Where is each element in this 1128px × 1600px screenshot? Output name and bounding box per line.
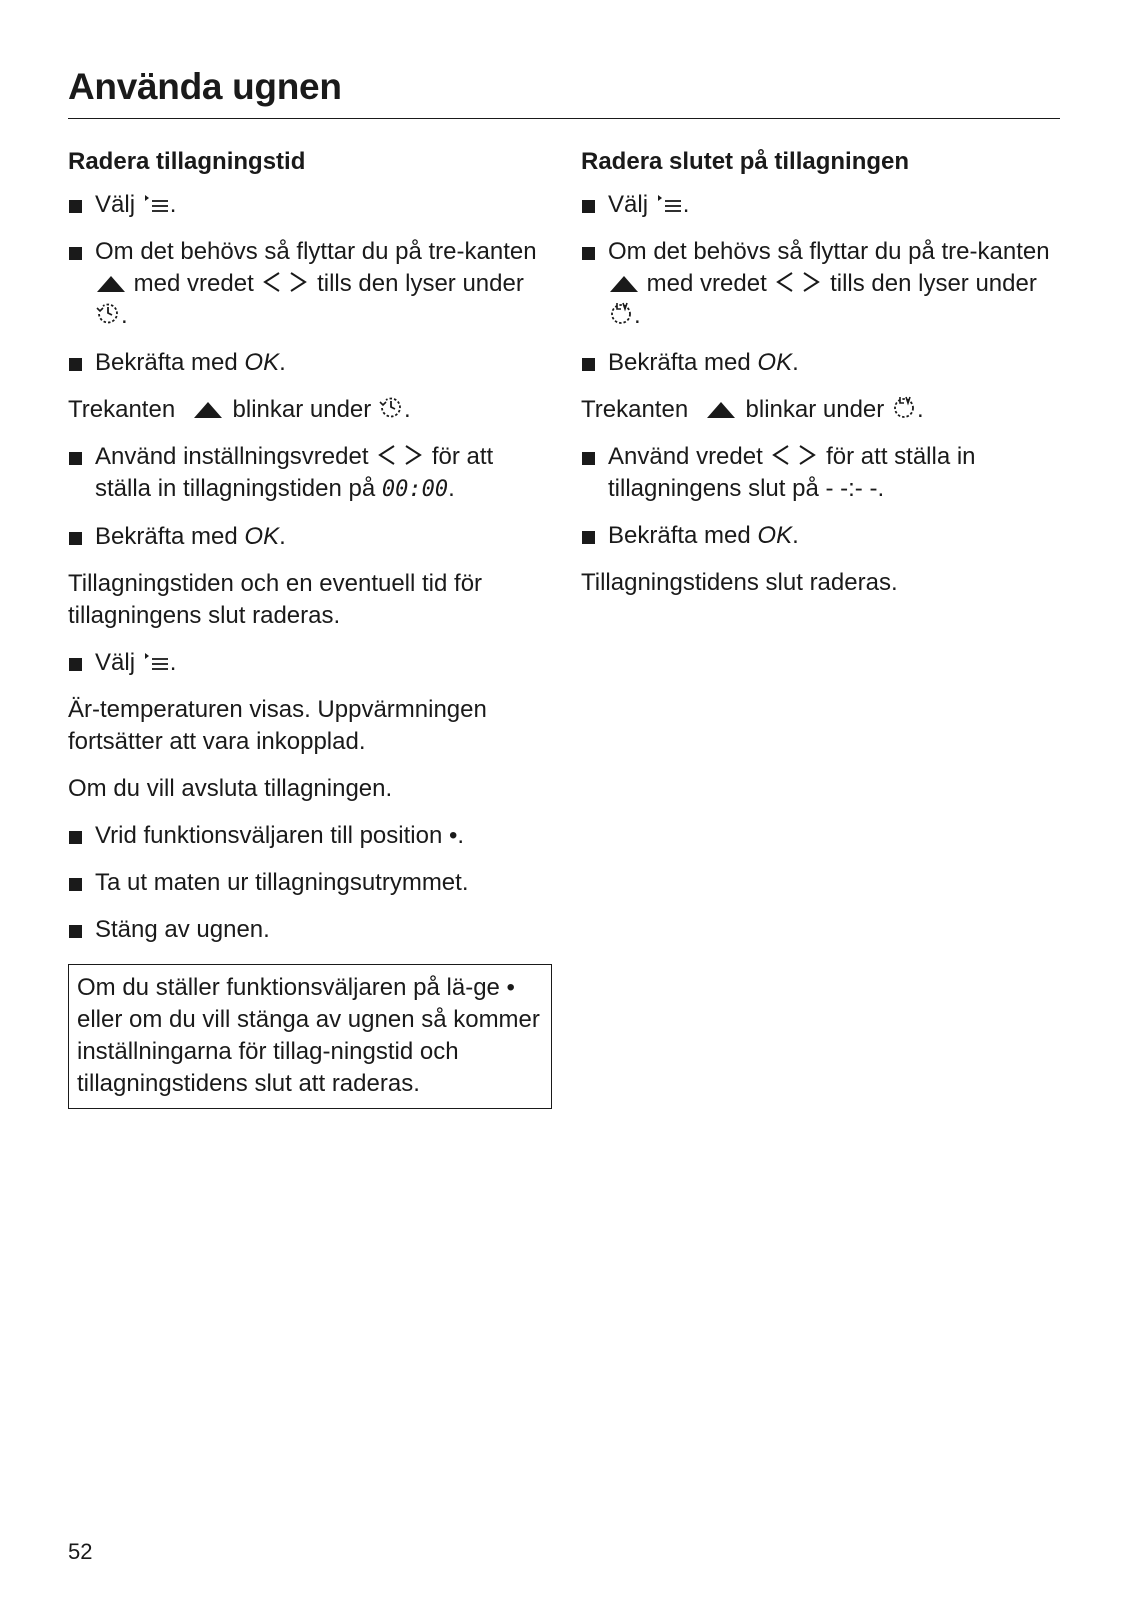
bullet-icon <box>582 531 595 544</box>
ok-label: OK <box>757 349 793 376</box>
bullet-icon <box>69 358 82 371</box>
bullet-icon <box>582 452 595 465</box>
cooking-end-time-icon <box>891 394 917 420</box>
triangle-up-icon <box>695 400 739 420</box>
right-step-set-end: Använd vredet för att ställa in tillagningens slut på - -:- -. <box>581 441 1067 505</box>
bullet-icon <box>69 925 82 938</box>
cooking-end-time-icon <box>608 300 634 326</box>
left-step-remove-food: Ta ut maten ur tillagningsutrymmet. <box>68 867 554 899</box>
right-step-select-menu: Välj . <box>581 189 1067 221</box>
left-right-arrows-icon <box>769 443 819 467</box>
ok-label: OK <box>244 349 280 376</box>
left-right-arrows-icon <box>773 270 823 294</box>
page-number: 52 <box>68 1539 93 1564</box>
right-step-confirm-2: Bekräfta med OK. <box>581 520 1067 552</box>
left-step-turn-off: Stäng av ugnen. <box>68 914 554 946</box>
left-blink-note: Trekanten blinkar under . <box>68 396 411 423</box>
display-value: - -:- - <box>825 475 878 502</box>
right-column <box>581 147 1067 614</box>
title-divider <box>68 118 1060 119</box>
bullet-icon <box>582 200 595 213</box>
page-title: Använda ugnen <box>68 66 342 107</box>
bullet-icon <box>69 831 82 844</box>
left-right-arrows-icon <box>375 443 425 467</box>
left-step-turn-selector: Vrid funktionsväljaren till position •. <box>68 820 554 852</box>
left-step-move-triangle: Om det behövs så flyttar du på tre-kanten med vredet tills den lyser under . <box>68 236 554 332</box>
left-result-2: Är-temperaturen visas. Uppvärmningen fortsätter att vara inkopplad. <box>68 696 487 755</box>
left-step-select-menu: Välj . <box>68 189 554 221</box>
cooking-duration-icon <box>378 394 404 420</box>
triangle-up-icon <box>95 274 127 294</box>
right-result-1: Tillagningstidens slut raderas. <box>581 569 898 596</box>
bullet-icon <box>69 878 82 891</box>
left-step-confirm-2: Bekräfta med OK. <box>68 521 554 553</box>
left-result-1: Tillagningstiden och en eventuell tid för tillagningens slut raderas. <box>68 570 483 629</box>
left-step-select-menu-2: Välj . <box>68 647 554 679</box>
right-heading: Radera slutet på tillagningen <box>581 148 910 175</box>
triangle-up-icon <box>608 274 640 294</box>
note-box: Om du ställer funktionsväljaren på lä-ge • eller om du vill stänga av ugnen så kommer inställningarna för tillag-ningstid och tillagningstidens slut att raderas. <box>68 964 552 1109</box>
cooking-duration-icon <box>95 300 121 326</box>
triangle-up-icon <box>182 400 226 420</box>
display-value: 00:00 <box>381 477 449 502</box>
bullet-icon <box>69 452 82 465</box>
left-column <box>68 147 554 1109</box>
right-step-confirm: Bekräfta med OK. <box>581 347 1067 379</box>
menu-list-icon <box>142 651 170 673</box>
right-step-move-triangle: Om det behövs så flyttar du på tre-kanten med vredet tills den lyser under . <box>581 236 1067 332</box>
left-step-set-time: Använd inställningsvredet för att ställa in tillagningstiden på 00:00. <box>68 441 554 506</box>
bullet-icon <box>582 247 595 260</box>
bullet-icon <box>69 200 82 213</box>
menu-list-icon <box>655 193 683 215</box>
ok-label: OK <box>244 523 280 550</box>
bullet-icon <box>582 358 595 371</box>
right-blink-note: Trekanten blinkar under . <box>581 396 924 423</box>
ok-label: OK <box>757 522 793 549</box>
left-heading: Radera tillagningstid <box>68 148 306 175</box>
bullet-icon <box>69 247 82 260</box>
menu-list-icon <box>142 193 170 215</box>
left-result-3: Om du vill avsluta tillagningen. <box>68 775 393 802</box>
bullet-icon <box>69 532 82 545</box>
left-step-confirm: Bekräfta med OK. <box>68 347 554 379</box>
bullet-icon <box>69 658 82 671</box>
left-right-arrows-icon <box>260 270 310 294</box>
